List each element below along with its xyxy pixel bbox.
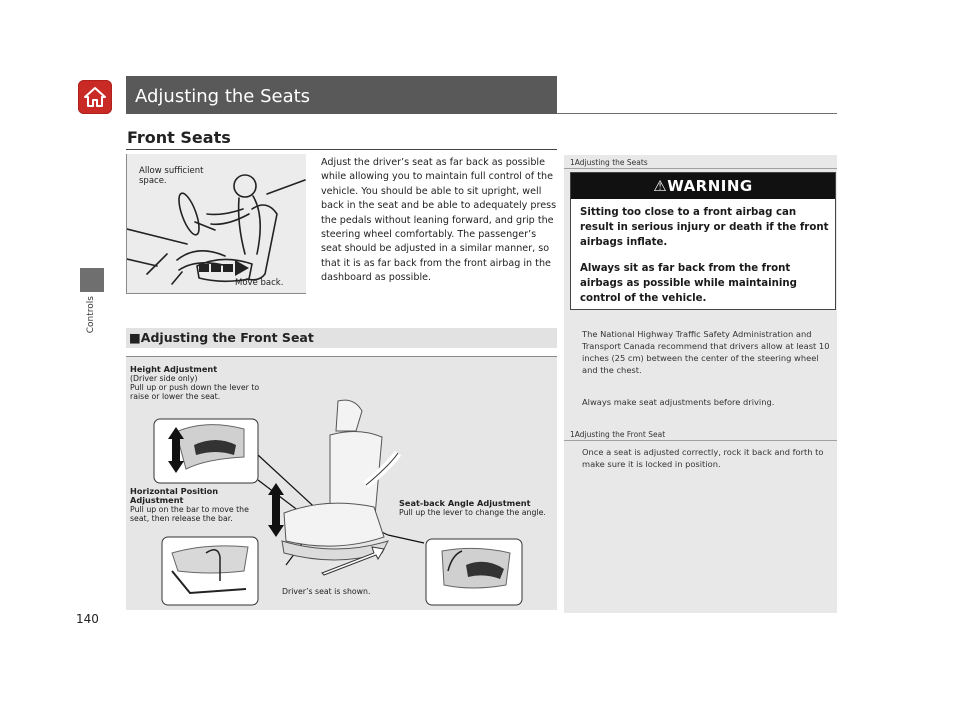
note-divider — [564, 168, 837, 169]
note-paragraph-1: The National Highway Traffic Safety Administration and Transport Canada recommend that drivers allow at least 10 inches (25 cm) between the center of the steering wheel and the chest. — [582, 329, 830, 375]
angle-adjustment-label — [399, 499, 553, 517]
title-divider — [557, 113, 837, 114]
home-button[interactable] — [78, 80, 112, 114]
section-title: Front Seats — [127, 128, 231, 147]
body-paragraph: Adjust the driver’s seat as far back as possible while allowing you to maintain full control of the vehicle. You should be able to sit upright, well back in the seat and be able to adequately press the pedals without leaning forward, and grip the steering wheel comfortably. The passenger’s seat should be adjusted in a similar manner, so that it is as far back from the front airbag in the dashboard as possible. — [321, 157, 557, 284]
angle-description: Pull up the lever to change the angle. — [399, 508, 546, 517]
diagram-caption: Driver’s seat is shown. — [282, 587, 371, 596]
subsection-title: ■Adjusting the Front Seat — [129, 330, 314, 345]
warning-header: ⚠WARNING — [571, 173, 835, 199]
note-heading-seats: 1Adjusting the Seats — [570, 158, 648, 167]
horizontal-title: Horizontal Position Adjustment — [130, 486, 219, 505]
driver-posture-illustration — [126, 154, 306, 294]
horizontal-description: Pull up on the bar to move the seat, then release the bar. — [130, 505, 249, 523]
section-divider — [126, 149, 557, 150]
note-paragraph-3: Once a seat is adjusted correctly, rock it back and forth to make sure it is locked in position. — [582, 447, 824, 469]
home-icon — [83, 86, 107, 108]
page-number: 140 — [76, 612, 99, 626]
page-title-bar — [126, 76, 557, 114]
height-subtitle: (Driver side only) — [130, 374, 198, 383]
height-adjustment-label — [130, 365, 270, 401]
allow-space-label: Allow sufficient space. — [139, 166, 204, 186]
page-title: Adjusting the Seats — [135, 86, 311, 107]
chapter-tab[interactable] — [80, 268, 104, 292]
move-back-label: Move back. — [235, 278, 284, 288]
chapter-label: Controls — [86, 296, 96, 334]
height-description: Pull up or push down the lever to raise or lower the seat. — [130, 383, 260, 401]
subsection-header — [126, 328, 557, 348]
warning-text-1: Sitting too close to a front airbag can result in serious injury or death if the front airbags inflate. — [580, 207, 829, 248]
horizontal-adjustment-label — [130, 487, 268, 523]
height-title: Height Adjustment — [130, 364, 218, 374]
note-paragraph-2: Always make seat adjustments before driving. — [582, 397, 775, 407]
seat-adjustment-diagram — [126, 356, 557, 610]
warning-box — [570, 172, 836, 310]
warning-text-2: Always sit as far back from the front airbags as possible while maintaining control of the vehicle. — [580, 263, 797, 304]
note-divider-2 — [564, 440, 837, 441]
angle-title: Seat-back Angle Adjustment — [399, 498, 531, 508]
note-heading-front-seat: 1Adjusting the Front Seat — [570, 430, 666, 439]
